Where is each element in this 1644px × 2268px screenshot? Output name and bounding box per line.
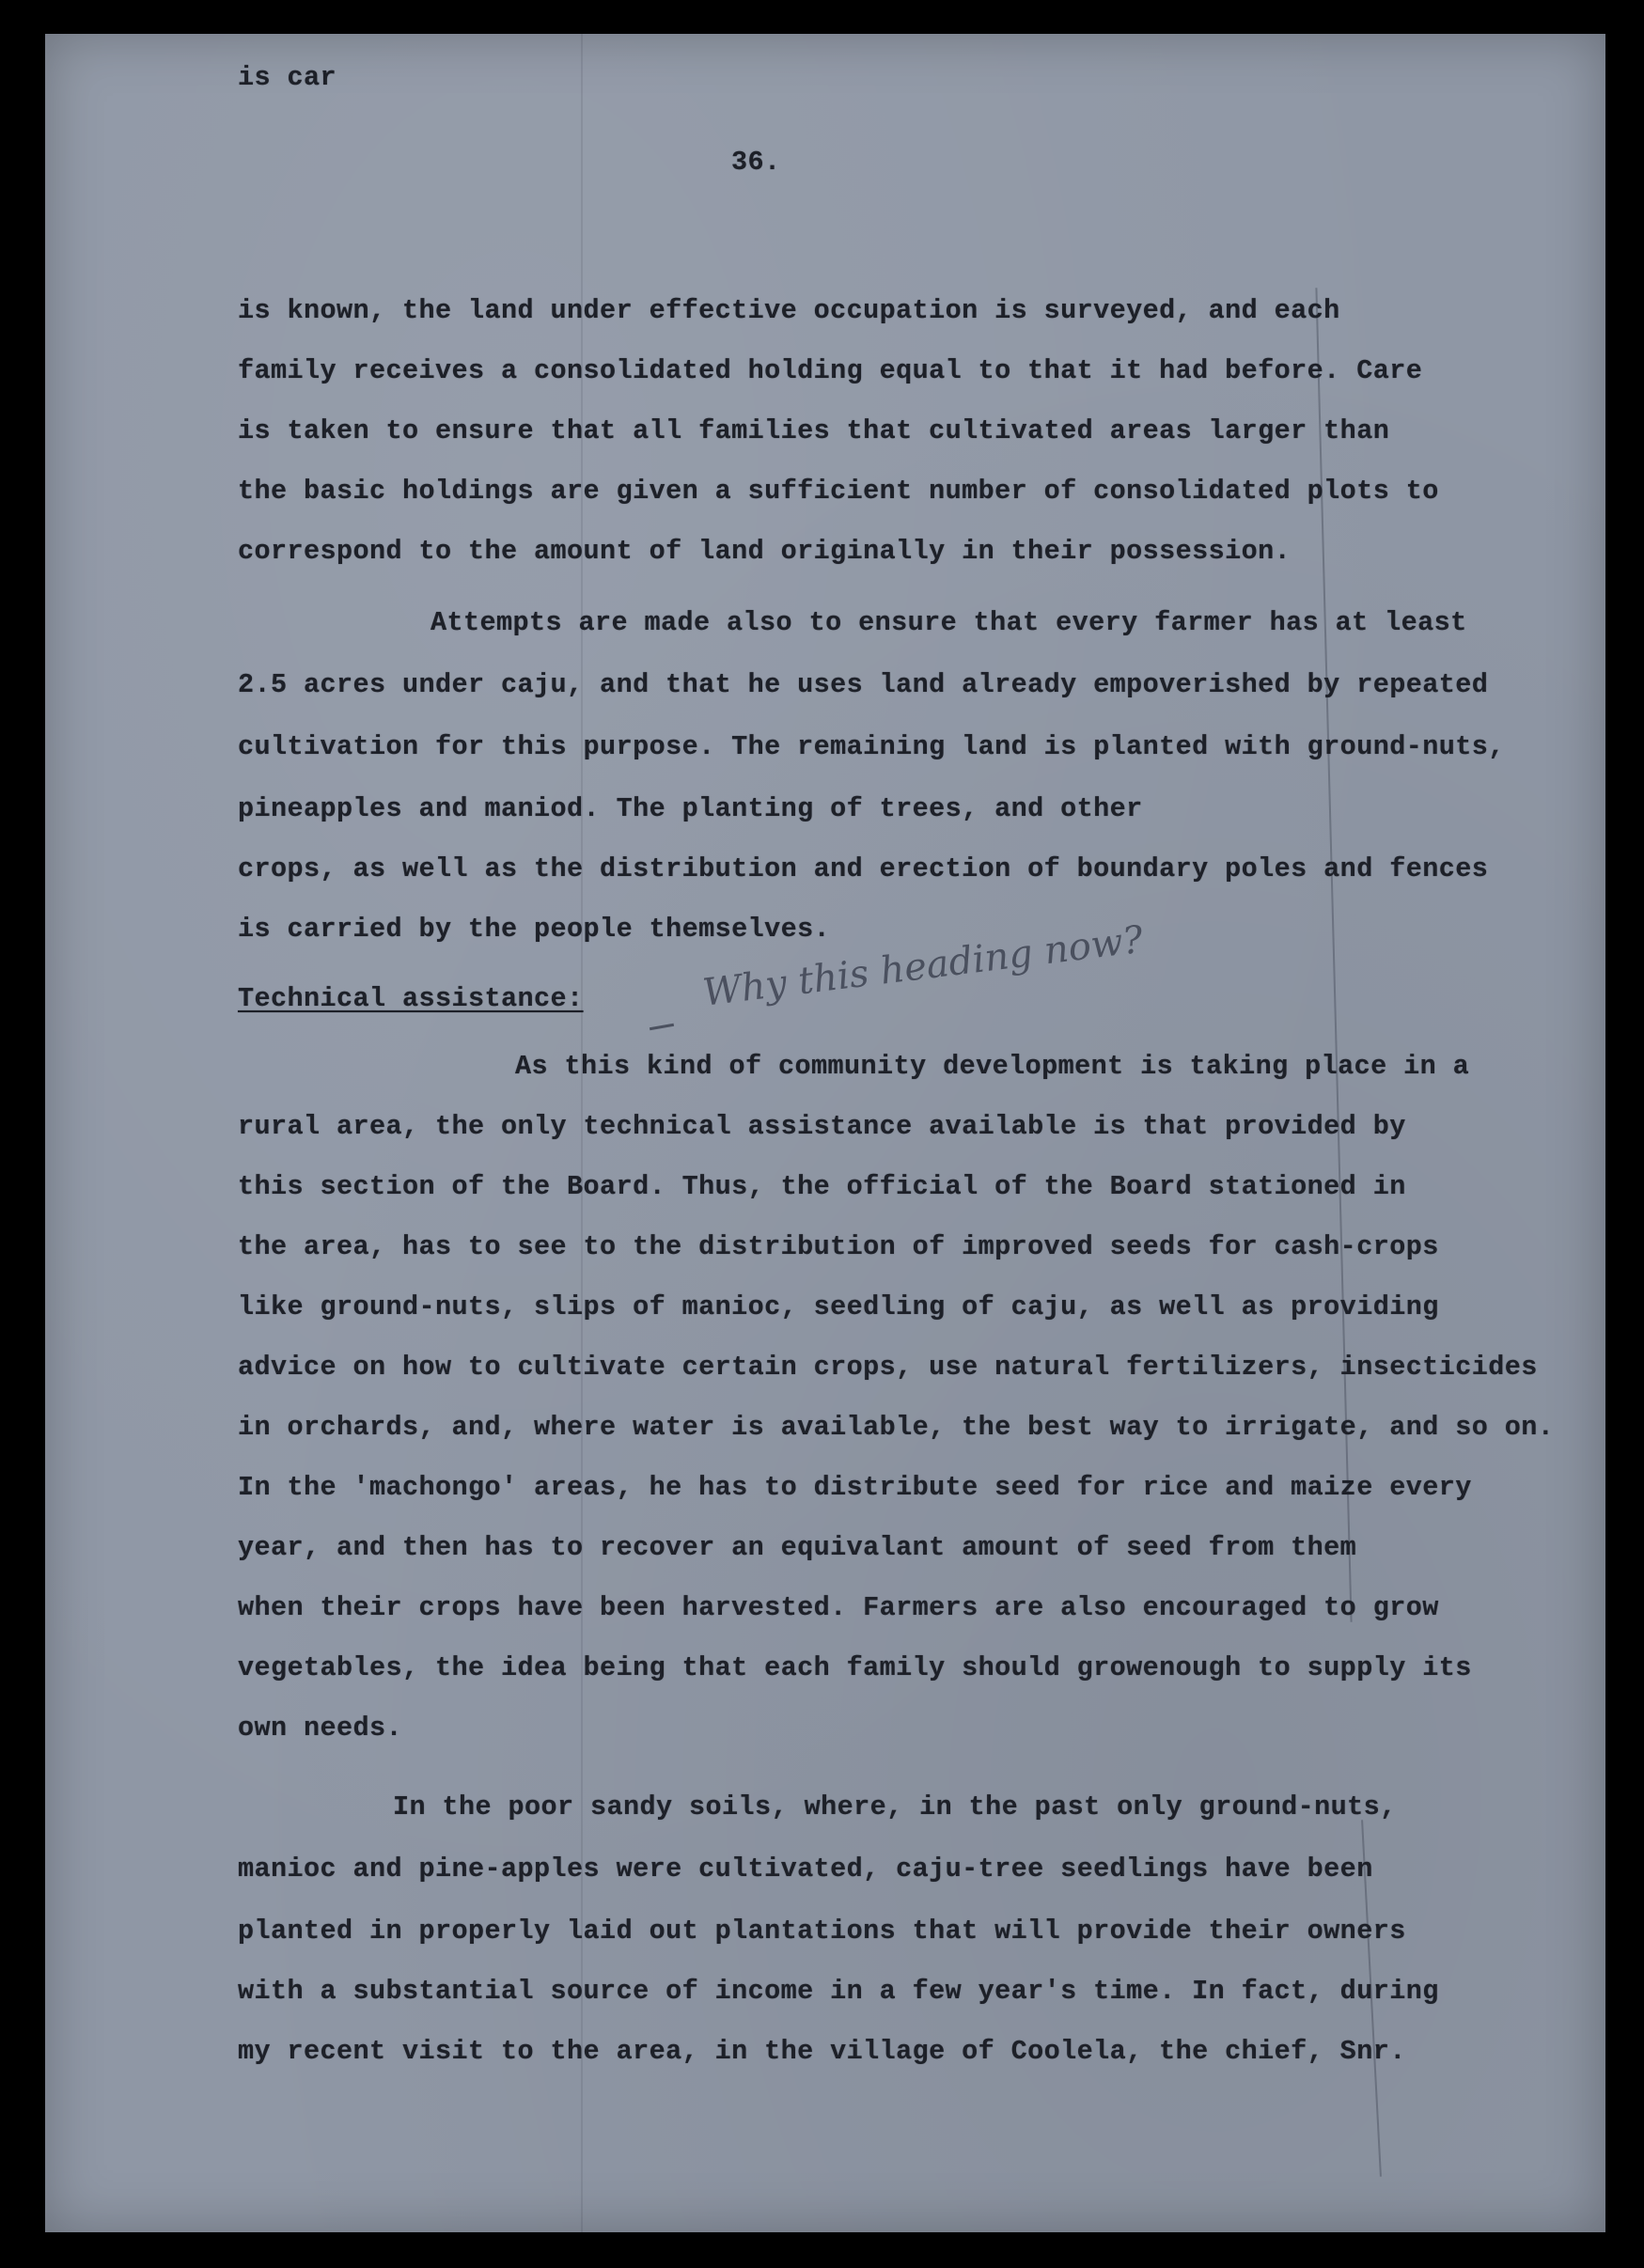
text-line: correspond to the amount of land originally in their possession. [238,536,1292,567]
text-line: this section of the Board. Thus, the official of the Board stationed in [238,1171,1406,1202]
text-line: the basic holdings are given a sufficient number of consolidated plots to [238,476,1439,507]
text-line: vegetables, the idea being that each family should growenough to supply its [238,1652,1472,1683]
text-line: advice on how to cultivate certain crops, use natural fertilizers, insecticides [238,1352,1538,1383]
page-number: 36. [731,147,781,178]
text-line: cultivation for this purpose. The remaining land is planted with ground-nuts, [238,731,1505,762]
text-line: is known, the land under effective occupation is surveyed, and each [238,295,1340,326]
text-line: rural area, the only technical assistance available is that provided by [238,1111,1406,1142]
text-line: my recent visit to the area, in the village of Coolela, the chief, Snr. [238,2036,1406,2067]
text-line: is taken to ensure that all families that cultivated areas larger than [238,415,1390,446]
header-fragment: is car [238,62,337,93]
typewritten-page [45,34,1605,2232]
text-line: pineapples and maniod. The planting of trees, and other [238,793,1143,824]
text-line: the area, has to see to the distribution of improved seeds for cash-crops [238,1231,1439,1262]
text-line: crops, as well as the distribution and erection of boundary poles and fences [238,853,1489,884]
text-line: planted in properly laid out plantations that will provide their owners [238,1916,1406,1947]
text-line: in orchards, and, where water is available, the best way to irrigate, and so on. [238,1412,1555,1443]
text-line: when their crops have been harvested. Farmers are also encouraged to grow [238,1592,1439,1623]
text-line: like ground-nuts, slips of manioc, seedling of caju, as well as providing [238,1291,1439,1322]
text-line: own needs. [238,1713,403,1744]
text-line: 2.5 acres under caju, and that he uses land already empoverished by repeated [238,669,1489,700]
text-line: Attempts are made also to ensure that every farmer has at least [431,607,1467,638]
text-line: As this kind of community development is taking place in a [515,1051,1470,1082]
text-line: is carried by the people themselves. [238,914,831,945]
text-line: manioc and pine-apples were cultivated, caju-tree seedlings have been [238,1854,1373,1885]
text-line: In the 'machongo' areas, he has to distribute seed for rice and maize every [238,1472,1472,1503]
handwritten-dash [650,1024,674,1030]
text-line: with a substantial source of income in a few year's time. In fact, during [238,1976,1439,2007]
section-heading: Technical assistance: [238,983,584,1014]
text-line: family receives a consolidated holding equal to that it had before. Care [238,355,1423,386]
handwritten-note: Why this heading now? [700,917,1146,1015]
text-line: In the poor sandy soils, where, in the past only ground-nuts, [393,1791,1397,1822]
text-line: year, and then has to recover an equivalant amount of seed from them [238,1532,1357,1563]
